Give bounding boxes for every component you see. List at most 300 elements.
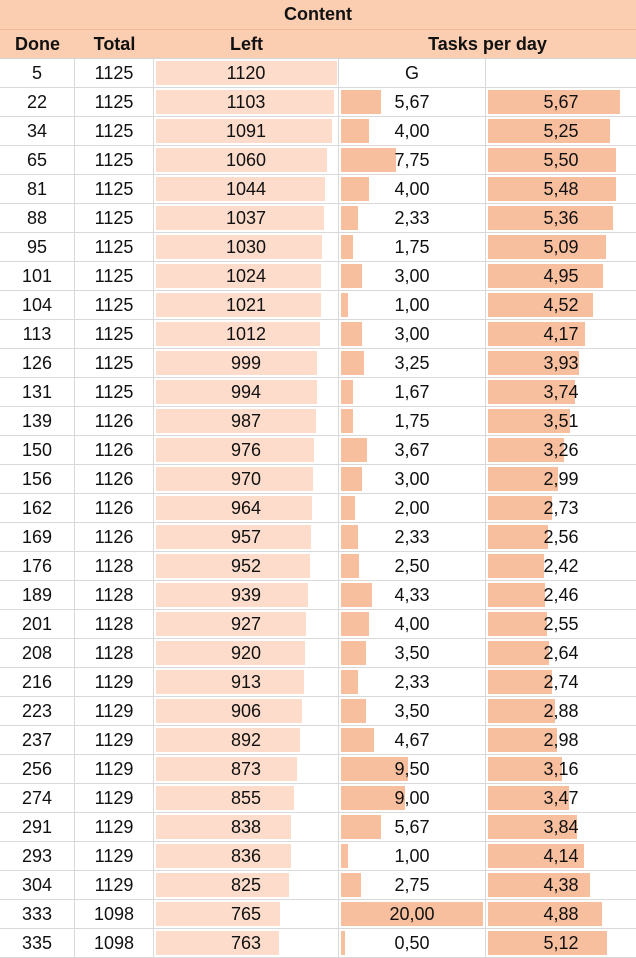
cell-total-value: 1125 xyxy=(94,265,134,286)
cell-total-value: 1128 xyxy=(94,642,134,663)
cell-total[interactable] xyxy=(75,320,154,349)
cell-tasks-per-day[interactable] xyxy=(339,117,486,146)
cell-left[interactable] xyxy=(154,117,339,146)
cell-done-value: 208 xyxy=(21,642,53,663)
cell-left-value: 957 xyxy=(230,526,262,547)
table-row xyxy=(0,842,636,871)
cell-done[interactable] xyxy=(0,552,75,581)
cell-left[interactable] xyxy=(154,639,339,668)
cell-left[interactable] xyxy=(154,697,339,726)
data-bar xyxy=(341,206,358,230)
cell-left-value: 855 xyxy=(230,787,262,808)
cell-done-value: 162 xyxy=(21,497,53,518)
cell-average[interactable] xyxy=(486,233,636,262)
cell-total-value: 1125 xyxy=(94,62,134,83)
cell-tasks-per-day[interactable] xyxy=(339,233,486,262)
cell-average[interactable] xyxy=(486,378,636,407)
cell-left[interactable] xyxy=(154,465,339,494)
cell-average[interactable] xyxy=(486,407,636,436)
cell-average-value: 5,09 xyxy=(543,236,579,257)
cell-average[interactable] xyxy=(486,610,636,639)
cell-total-value: 1125 xyxy=(94,91,134,112)
table-row xyxy=(0,697,636,726)
cell-done-value: 88 xyxy=(26,207,48,228)
cell-tasks-per-day[interactable] xyxy=(339,204,486,233)
data-bar xyxy=(341,670,358,694)
table-row xyxy=(0,146,636,175)
cell-done[interactable] xyxy=(0,378,75,407)
data-bar xyxy=(488,641,549,665)
data-bar xyxy=(156,815,291,839)
cell-left-value: 763 xyxy=(230,932,262,953)
cell-left[interactable] xyxy=(154,726,339,755)
cell-total-value: 1125 xyxy=(94,236,134,257)
cell-tasks-per-day-value: 4,33 xyxy=(394,584,430,605)
cell-average[interactable] xyxy=(486,755,636,784)
cell-left[interactable] xyxy=(154,378,339,407)
cell-tasks-per-day[interactable] xyxy=(339,146,486,175)
cell-total[interactable] xyxy=(75,552,154,581)
cell-total[interactable] xyxy=(75,262,154,291)
cell-tasks-per-day-value: 1,00 xyxy=(394,845,430,866)
cell-done[interactable] xyxy=(0,494,75,523)
header-done[interactable]: Done xyxy=(15,33,60,54)
cell-tasks-per-day-value: 9,50 xyxy=(394,758,430,779)
cell-tasks-per-day-value: 3,50 xyxy=(394,642,430,663)
cell-done[interactable] xyxy=(0,668,75,697)
cell-total[interactable] xyxy=(75,204,154,233)
cell-tasks-per-day[interactable] xyxy=(339,494,486,523)
cell-average-value: 2,42 xyxy=(543,555,579,576)
cell-average-value: 2,88 xyxy=(543,700,579,721)
cell-tasks-per-day-value: 4,00 xyxy=(394,120,430,141)
cell-total-value: 1125 xyxy=(94,352,134,373)
table-row xyxy=(0,755,636,784)
data-bar xyxy=(156,728,300,752)
cell-average[interactable] xyxy=(486,900,636,929)
data-bar xyxy=(341,525,358,549)
cell-total[interactable] xyxy=(75,755,154,784)
cell-total[interactable] xyxy=(75,146,154,175)
cell-done[interactable] xyxy=(0,929,75,958)
cell-tasks-per-day-value: 3,00 xyxy=(394,265,430,286)
cell-done-value: 291 xyxy=(21,816,53,837)
cell-tasks-per-day-value: 20,00 xyxy=(389,903,435,924)
cell-total-value: 1128 xyxy=(94,584,134,605)
cell-done-value: 5 xyxy=(31,62,42,83)
cell-total-value: 1126 xyxy=(94,526,134,547)
cell-left[interactable] xyxy=(154,146,339,175)
cell-average-value: 4,88 xyxy=(543,903,579,924)
cell-left[interactable] xyxy=(154,204,339,233)
cell-done[interactable] xyxy=(0,262,75,291)
cell-average[interactable] xyxy=(486,784,636,813)
data-bar xyxy=(341,409,353,433)
cell-average-value: 5,50 xyxy=(543,149,579,170)
cell-done[interactable] xyxy=(0,784,75,813)
cell-tasks-per-day[interactable] xyxy=(339,871,486,900)
cell-total[interactable] xyxy=(75,378,154,407)
data-bar xyxy=(341,380,353,404)
cell-tasks-per-day[interactable] xyxy=(339,755,486,784)
cell-tasks-per-day[interactable] xyxy=(339,697,486,726)
data-bar xyxy=(341,148,396,172)
cell-tasks-per-day-value: 3,00 xyxy=(394,323,430,344)
cell-average[interactable] xyxy=(486,697,636,726)
cell-left-value: 838 xyxy=(230,816,262,837)
cell-average[interactable] xyxy=(486,668,636,697)
cell-left[interactable] xyxy=(154,436,339,465)
cell-left[interactable] xyxy=(154,291,339,320)
column-header-row xyxy=(0,30,636,59)
cell-average[interactable] xyxy=(486,117,636,146)
cell-left-value: 976 xyxy=(230,439,262,460)
cell-left[interactable] xyxy=(154,813,339,842)
table-row xyxy=(0,349,636,378)
cell-left[interactable] xyxy=(154,320,339,349)
cell-total[interactable] xyxy=(75,407,154,436)
data-bar xyxy=(156,699,302,723)
cell-tasks-per-day-value: 1,67 xyxy=(394,381,430,402)
cell-tasks-per-day[interactable] xyxy=(339,552,486,581)
data-bar xyxy=(341,119,369,143)
table-row xyxy=(0,88,636,117)
cell-total-value: 1129 xyxy=(94,671,134,692)
table-row xyxy=(0,784,636,813)
cell-total-value: 1125 xyxy=(94,381,134,402)
cell-total[interactable] xyxy=(75,900,154,929)
cell-left[interactable] xyxy=(154,523,339,552)
cell-done-value: 256 xyxy=(21,758,53,779)
cell-average-value: 4,52 xyxy=(543,294,579,315)
cell-total[interactable] xyxy=(75,465,154,494)
cell-done[interactable] xyxy=(0,233,75,262)
data-bar xyxy=(156,757,297,781)
cell-total[interactable] xyxy=(75,639,154,668)
cell-average[interactable] xyxy=(486,291,636,320)
cell-average[interactable] xyxy=(486,204,636,233)
cell-done-value: 176 xyxy=(21,555,53,576)
cell-done-value: 81 xyxy=(26,178,48,199)
cell-tasks-per-day[interactable] xyxy=(339,88,486,117)
cell-total-value: 1128 xyxy=(94,555,134,576)
cell-done[interactable] xyxy=(0,146,75,175)
cell-left-value: 970 xyxy=(230,468,262,489)
data-bar xyxy=(341,351,364,375)
cell-tasks-per-day-value: 7,75 xyxy=(394,149,430,170)
cell-done[interactable] xyxy=(0,349,75,378)
cell-average-value: 2,55 xyxy=(543,613,579,634)
cell-tasks-per-day[interactable] xyxy=(339,320,486,349)
data-bar xyxy=(341,90,381,114)
cell-done[interactable] xyxy=(0,436,75,465)
cell-average-value: 4,38 xyxy=(543,874,579,895)
cell-left-value: 1037 xyxy=(225,207,267,228)
cell-total[interactable] xyxy=(75,233,154,262)
cell-done-value: 335 xyxy=(21,932,53,953)
cell-average[interactable] xyxy=(486,465,636,494)
cell-total-value: 1129 xyxy=(94,787,134,808)
cell-done-value: 139 xyxy=(21,410,53,431)
cell-left-value: 1012 xyxy=(225,323,267,344)
cell-left[interactable] xyxy=(154,900,339,929)
cell-total-value: 1125 xyxy=(94,207,134,228)
cell-average-value: 5,67 xyxy=(543,91,579,112)
cell-tasks-per-day[interactable] xyxy=(339,900,486,929)
cell-done-value: 95 xyxy=(26,236,48,257)
cell-average[interactable] xyxy=(486,871,636,900)
cell-tasks-per-day[interactable] xyxy=(339,465,486,494)
cell-left-value: 999 xyxy=(230,352,262,373)
table-row xyxy=(0,175,636,204)
group-header-label: Content xyxy=(284,4,352,24)
cell-left[interactable] xyxy=(154,610,339,639)
cell-total-value: 1125 xyxy=(94,178,134,199)
cell-left[interactable] xyxy=(154,784,339,813)
cell-total-value: 1125 xyxy=(94,149,134,170)
data-bar xyxy=(341,554,359,578)
cell-done[interactable] xyxy=(0,291,75,320)
cell-average[interactable] xyxy=(486,349,636,378)
table-row xyxy=(0,900,636,929)
cell-average[interactable] xyxy=(486,813,636,842)
table-row xyxy=(0,871,636,900)
cell-average[interactable] xyxy=(486,726,636,755)
cell-average[interactable] xyxy=(486,552,636,581)
cell-done-value: 150 xyxy=(21,439,53,460)
cell-tasks-per-day[interactable] xyxy=(339,378,486,407)
cell-left-value: 1030 xyxy=(225,236,267,257)
cell-tasks-per-day-value: 3,00 xyxy=(394,468,430,489)
cell-left-value: 920 xyxy=(230,642,262,663)
cell-tasks-per-day[interactable] xyxy=(339,407,486,436)
cell-tasks-per-day-value: 1,75 xyxy=(394,410,430,431)
cell-done[interactable] xyxy=(0,407,75,436)
cell-done[interactable] xyxy=(0,755,75,784)
cell-done[interactable] xyxy=(0,175,75,204)
cell-left[interactable] xyxy=(154,755,339,784)
cell-average[interactable] xyxy=(486,59,636,88)
cell-left[interactable] xyxy=(154,494,339,523)
cell-done[interactable] xyxy=(0,813,75,842)
table-row xyxy=(0,378,636,407)
header-total[interactable]: Total xyxy=(93,33,136,54)
cell-tasks-per-day-value: 3,25 xyxy=(394,352,430,373)
cell-average-value: 2,98 xyxy=(543,729,579,750)
cell-left[interactable] xyxy=(154,929,339,958)
cell-average-value: 3,47 xyxy=(543,787,579,808)
cell-left-value: 1091 xyxy=(225,120,267,141)
cell-total-value: 1125 xyxy=(94,323,134,344)
cell-left[interactable] xyxy=(154,871,339,900)
cell-total[interactable] xyxy=(75,610,154,639)
cell-total[interactable] xyxy=(75,697,154,726)
cell-average[interactable] xyxy=(486,320,636,349)
cell-total[interactable] xyxy=(75,117,154,146)
cell-total[interactable] xyxy=(75,59,154,88)
cell-average[interactable] xyxy=(486,523,636,552)
cell-done[interactable] xyxy=(0,204,75,233)
cell-done[interactable] xyxy=(0,465,75,494)
data-bar xyxy=(341,177,369,201)
cell-total[interactable] xyxy=(75,291,154,320)
cell-tasks-per-day[interactable] xyxy=(339,262,486,291)
cell-tasks-per-day[interactable] xyxy=(339,610,486,639)
cell-tasks-per-day[interactable] xyxy=(339,784,486,813)
table-row xyxy=(0,929,636,958)
cell-tasks-per-day[interactable] xyxy=(339,813,486,842)
cell-left-value: 825 xyxy=(230,874,262,895)
cell-tasks-per-day[interactable] xyxy=(339,929,486,958)
header-tasks-per-day[interactable]: Tasks per day xyxy=(428,33,547,54)
cell-done-value: 216 xyxy=(21,671,53,692)
cell-average[interactable] xyxy=(486,436,636,465)
cell-tasks-per-day-value: 5,67 xyxy=(394,816,430,837)
data-bar xyxy=(156,873,289,897)
table-row xyxy=(0,117,636,146)
cell-average[interactable] xyxy=(486,146,636,175)
cell-done[interactable] xyxy=(0,697,75,726)
cell-tasks-per-day[interactable] xyxy=(339,59,486,88)
cell-left[interactable] xyxy=(154,59,339,88)
cell-left[interactable] xyxy=(154,262,339,291)
cell-left[interactable] xyxy=(154,407,339,436)
cell-tasks-per-day[interactable] xyxy=(339,842,486,871)
cell-tasks-per-day[interactable] xyxy=(339,523,486,552)
table-row xyxy=(0,465,636,494)
cell-done[interactable] xyxy=(0,610,75,639)
cell-left-value: 765 xyxy=(230,903,262,924)
cell-tasks-per-day-value: 1,75 xyxy=(394,236,430,257)
cell-left[interactable] xyxy=(154,349,339,378)
cell-average-value: 3,16 xyxy=(543,758,579,779)
table-row xyxy=(0,407,636,436)
cell-left[interactable] xyxy=(154,581,339,610)
cell-tasks-per-day[interactable] xyxy=(339,175,486,204)
cell-done[interactable] xyxy=(0,523,75,552)
cell-total[interactable] xyxy=(75,813,154,842)
cell-left[interactable] xyxy=(154,175,339,204)
cell-tasks-per-day[interactable] xyxy=(339,291,486,320)
cell-total[interactable] xyxy=(75,581,154,610)
cell-done[interactable] xyxy=(0,88,75,117)
cell-left[interactable] xyxy=(154,88,339,117)
cell-average[interactable] xyxy=(486,88,636,117)
cell-left-value: 1120 xyxy=(226,62,266,83)
cell-left[interactable] xyxy=(154,668,339,697)
cell-total[interactable] xyxy=(75,523,154,552)
cell-average-value: 5,36 xyxy=(543,207,579,228)
cell-total[interactable] xyxy=(75,668,154,697)
cell-tasks-per-day[interactable] xyxy=(339,349,486,378)
data-bar xyxy=(488,583,545,607)
cell-average-value: 4,95 xyxy=(543,265,579,286)
header-left[interactable]: Left xyxy=(230,33,263,54)
cell-average-value: 5,48 xyxy=(543,178,579,199)
cell-done[interactable] xyxy=(0,639,75,668)
cell-average[interactable] xyxy=(486,175,636,204)
cell-average-value: 2,74 xyxy=(543,671,579,692)
data-bar xyxy=(341,264,362,288)
cell-done[interactable] xyxy=(0,581,75,610)
cell-total[interactable] xyxy=(75,88,154,117)
cell-average[interactable] xyxy=(486,929,636,958)
cell-done-value: 156 xyxy=(21,468,53,489)
cell-tasks-per-day[interactable] xyxy=(339,436,486,465)
cell-total[interactable] xyxy=(75,175,154,204)
cell-total-value: 1125 xyxy=(94,120,134,141)
cell-done-value: 101 xyxy=(21,265,53,286)
cell-average[interactable] xyxy=(486,581,636,610)
cell-done[interactable] xyxy=(0,320,75,349)
data-bar xyxy=(341,641,366,665)
cell-average[interactable] xyxy=(486,639,636,668)
cell-average[interactable] xyxy=(486,494,636,523)
cell-done[interactable] xyxy=(0,871,75,900)
cell-tasks-per-day-value: 2,00 xyxy=(394,497,430,518)
cell-total[interactable] xyxy=(75,871,154,900)
cell-done[interactable] xyxy=(0,59,75,88)
data-bar xyxy=(341,293,348,317)
data-bar xyxy=(488,496,552,520)
cell-total[interactable] xyxy=(75,494,154,523)
cell-total-value: 1129 xyxy=(94,758,134,779)
cell-total[interactable] xyxy=(75,842,154,871)
cell-tasks-per-day-value: 4,00 xyxy=(394,613,430,634)
cell-total-value: 1126 xyxy=(94,410,134,431)
cell-done-value: 293 xyxy=(21,845,53,866)
cell-done-value: 113 xyxy=(22,323,52,344)
group-header-cell[interactable] xyxy=(0,0,636,30)
cell-total-value: 1129 xyxy=(94,816,134,837)
cell-total[interactable] xyxy=(75,436,154,465)
cell-total[interactable] xyxy=(75,784,154,813)
cell-left-value: 939 xyxy=(230,584,262,605)
table-row xyxy=(0,668,636,697)
cell-done[interactable] xyxy=(0,726,75,755)
cell-average-value: 2,73 xyxy=(543,497,579,518)
cell-left-value: 913 xyxy=(230,671,262,692)
cell-tasks-per-day[interactable] xyxy=(339,581,486,610)
cell-average[interactable] xyxy=(486,262,636,291)
cell-done[interactable] xyxy=(0,842,75,871)
cell-tasks-per-day[interactable] xyxy=(339,668,486,697)
cell-left[interactable] xyxy=(154,552,339,581)
cell-done[interactable] xyxy=(0,117,75,146)
cell-left-value: 873 xyxy=(230,758,262,779)
cell-left[interactable] xyxy=(154,233,339,262)
cell-tasks-per-day-value: 2,33 xyxy=(394,671,430,692)
cell-total[interactable] xyxy=(75,726,154,755)
cell-tasks-per-day[interactable] xyxy=(339,639,486,668)
data-bar xyxy=(341,844,348,868)
cell-left-value: 987 xyxy=(230,410,262,431)
data-bar xyxy=(341,815,381,839)
cell-average-value: 3,93 xyxy=(543,352,579,373)
table-row xyxy=(0,436,636,465)
cell-left-value: 964 xyxy=(230,497,262,518)
cell-left-value: 906 xyxy=(230,700,262,721)
cell-left-value: 892 xyxy=(230,729,262,750)
cell-average[interactable] xyxy=(486,842,636,871)
cell-total[interactable] xyxy=(75,349,154,378)
cell-total-value: 1125 xyxy=(94,294,134,315)
cell-total[interactable] xyxy=(75,929,154,958)
cell-left[interactable] xyxy=(154,842,339,871)
cell-done[interactable] xyxy=(0,900,75,929)
data-bar xyxy=(341,873,361,897)
cell-tasks-per-day[interactable] xyxy=(339,726,486,755)
